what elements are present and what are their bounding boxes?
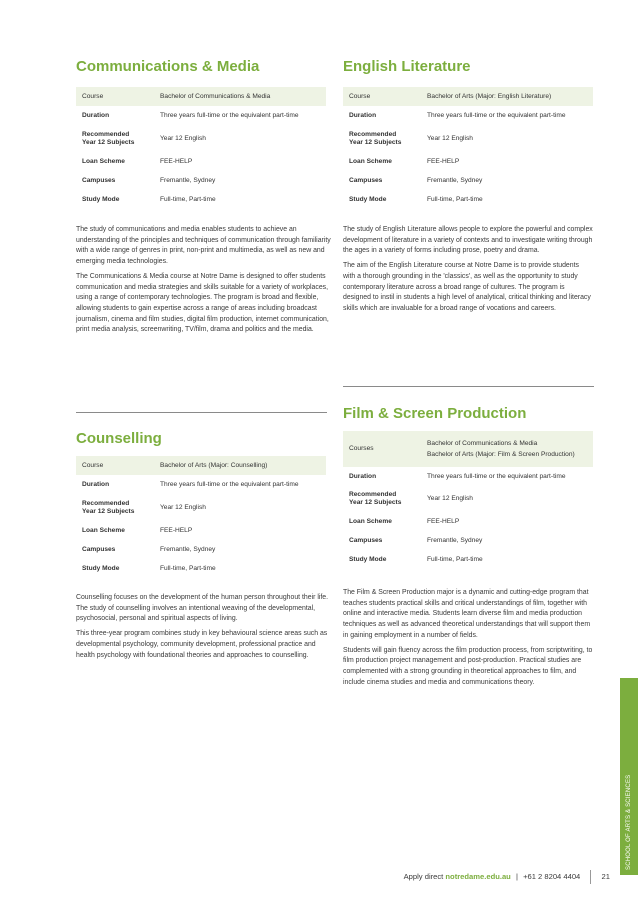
row-label-line2: Year 12 Subjects <box>349 138 402 146</box>
english-body <box>343 225 593 319</box>
row-label: Duration <box>82 111 110 119</box>
row-label-line2: Year 12 Subjects <box>82 138 135 146</box>
row-label: Courses <box>343 431 421 467</box>
table-row <box>76 106 326 125</box>
course-line: Bachelor of Communications & Media <box>427 439 538 447</box>
row-label: Duration <box>349 111 377 119</box>
table-header-row <box>343 431 593 467</box>
section-divider <box>343 386 594 387</box>
row-label-line1: Recommended <box>349 130 397 138</box>
row-label <box>76 494 154 521</box>
row-value: Three years full-time or the equivalent part-time <box>427 111 566 119</box>
row-label <box>76 125 154 152</box>
row-label: Study Mode <box>349 195 387 203</box>
row-value: Full-time, Part-time <box>427 555 483 563</box>
table-header-row <box>76 87 326 106</box>
side-tab-label: SCHOOL OF ARTS & SCIENCES <box>626 774 632 870</box>
row-label: Duration <box>349 472 377 480</box>
row-label-line1: Recommended <box>82 130 130 138</box>
row-value: Three years full-time or the equivalent part-time <box>160 480 299 488</box>
footer-phone: +61 2 8204 4404 <box>523 872 581 881</box>
row-label: Loan Scheme <box>349 157 392 165</box>
table-row <box>343 171 593 190</box>
paragraph: The study of communications and media enables students to achieve an understanding of the principles and techniques of communication through familiarity with a wide range of genres in print, non-print and multimedia, as well as new and emerging media technologies. <box>76 226 331 266</box>
table-header-row <box>343 87 593 106</box>
table-row <box>343 486 593 512</box>
row-value <box>421 431 593 467</box>
row-value: Fremantle, Sydney <box>427 176 483 184</box>
table-row <box>343 125 593 152</box>
table-row <box>343 106 593 125</box>
table-row <box>76 494 326 521</box>
row-label-line1: Recommended <box>349 491 397 499</box>
footer-prefix: Apply direct <box>403 872 444 881</box>
paragraph: This three-year program combines study in key behavioural science areas such as developmental psychology, community development, professional practice and health psychology with foundational theories and approaches to counselling. <box>76 630 328 659</box>
row-label: Study Mode <box>82 195 120 203</box>
row-value: Year 12 English <box>427 495 473 503</box>
row-label: Study Mode <box>349 555 387 563</box>
table-row <box>343 152 593 171</box>
row-label: Duration <box>82 480 110 488</box>
table-row <box>76 125 326 152</box>
left-column <box>76 0 334 903</box>
paragraph: Counselling focuses on the development of the human person throughout their life. The study of counselling involves an intentional weaving of the developmental, psychosocial, personal and spiritual aspects of living. <box>76 594 329 623</box>
row-label <box>343 486 421 512</box>
table-row <box>76 540 326 559</box>
paragraph: Students will gain fluency across the film production process, from scriptwriting, to film production project management and post-production. Practical studies are complemented with a strong grounding in theoretical approaches to film, and include cinema studies and media and communications theory. <box>343 646 593 686</box>
row-value: Three years full-time or the equivalent part-time <box>427 472 566 480</box>
page-number: 21 <box>601 872 610 881</box>
table-row <box>343 467 593 486</box>
row-label: Loan Scheme <box>82 526 125 534</box>
row-label: Study Mode <box>82 564 120 572</box>
table-row <box>76 171 326 190</box>
paragraph: The aim of the English Literature course at Notre Dame is to provide students with a thorough grounding in the 'classics', as well as the opportunity to study contemporary literature across a broad range of cultures. The program is designed to instil in students a high level of analytical, critical thinking and literacy skills which are invaluable for a broad range of vocations and careers. <box>343 262 591 312</box>
table-row <box>343 190 593 209</box>
table-row <box>76 521 326 540</box>
row-value: Full-time, Part-time <box>427 195 483 203</box>
row-value: Bachelor of Communications & Media <box>154 87 326 106</box>
row-label: Loan Scheme <box>349 517 392 525</box>
row-label: Course <box>343 87 421 106</box>
comms-title: Communications & Media <box>76 58 260 75</box>
english-title: English Literature <box>343 58 471 75</box>
row-label: Campuses <box>82 545 116 553</box>
film-body <box>343 588 593 692</box>
row-label-line1: Recommended <box>82 499 130 507</box>
counselling-title: Counselling <box>76 430 162 447</box>
counselling-body <box>76 593 332 665</box>
row-value: Bachelor of Arts (Major: English Literature) <box>421 87 593 106</box>
row-value: Fremantle, Sydney <box>160 545 216 553</box>
row-value: Three years full-time or the equivalent part-time <box>160 111 299 119</box>
paragraph: The study of English Literature allows people to explore the powerful and complex development of literature in a variety of contexts and to investigate writing through the ages in a variety of forms including prose, poetry and drama. <box>343 226 593 255</box>
row-value: FEE-HELP <box>160 157 193 165</box>
table-row <box>343 512 593 531</box>
row-label-line2: Year 12 Subjects <box>82 507 135 515</box>
footer-website-link[interactable]: notredame.edu.au <box>445 872 511 881</box>
row-value: Bachelor of Arts (Major: Counselling) <box>154 456 326 475</box>
film-title: Film & Screen Production <box>343 405 527 422</box>
paragraph: The Film & Screen Production major is a dynamic and cutting-edge program that teaches students practical skills and critical understandings of film, together with online and interactive media. Students learn diverse film and media production techniques as well as advanced theoretical understandings that will support them in gaining employment in a number of fields. <box>343 589 591 639</box>
row-value: FEE-HELP <box>427 517 460 525</box>
row-value: Full-time, Part-time <box>160 195 216 203</box>
right-column <box>343 0 601 903</box>
footer-divider <box>590 870 591 884</box>
row-label: Campuses <box>82 176 116 184</box>
row-label: Course <box>76 87 154 106</box>
row-label: Course <box>76 456 154 475</box>
comms-body <box>76 225 331 340</box>
row-label: Campuses <box>349 176 383 184</box>
counselling-info-table <box>76 456 326 578</box>
table-row <box>76 475 326 494</box>
section-divider <box>76 412 327 413</box>
paragraph: The Communications & Media course at Notre Dame is designed to offer students communication and media strategies and skills suitable for a variety of workplaces, using a range of contemporary technologies. The program is broad and flexible, allowing students to gain expertise across a range of areas including broadcast journalism, cinema and film studies, digital film production, internet communication, print media analysis, screenwriting, TV/film, drama and politics and the media. <box>76 272 329 334</box>
table-row <box>76 190 326 209</box>
row-value: Fremantle, Sydney <box>160 176 216 184</box>
row-value: Year 12 English <box>427 134 473 142</box>
row-value: Year 12 English <box>160 134 206 142</box>
course-line: Bachelor of Arts (Major: Film & Screen Production) <box>427 450 575 458</box>
table-row <box>343 531 593 550</box>
comms-info-table <box>76 87 326 209</box>
table-row <box>76 559 326 578</box>
row-value: Fremantle, Sydney <box>427 536 483 544</box>
row-value: FEE-HELP <box>160 526 193 534</box>
row-label <box>343 125 421 152</box>
footer-separator: | <box>515 872 518 881</box>
row-value: Year 12 English <box>160 503 206 511</box>
english-info-table <box>343 87 593 209</box>
film-info-table <box>343 431 593 569</box>
row-label: Campuses <box>349 536 383 544</box>
footer <box>404 870 610 884</box>
row-value: Full-time, Part-time <box>160 564 216 572</box>
table-header-row <box>76 456 326 475</box>
row-label: Loan Scheme <box>82 157 125 165</box>
table-row <box>343 550 593 569</box>
row-label-line2: Year 12 Subjects <box>349 499 402 506</box>
row-value: FEE-HELP <box>427 157 460 165</box>
table-row <box>76 152 326 171</box>
